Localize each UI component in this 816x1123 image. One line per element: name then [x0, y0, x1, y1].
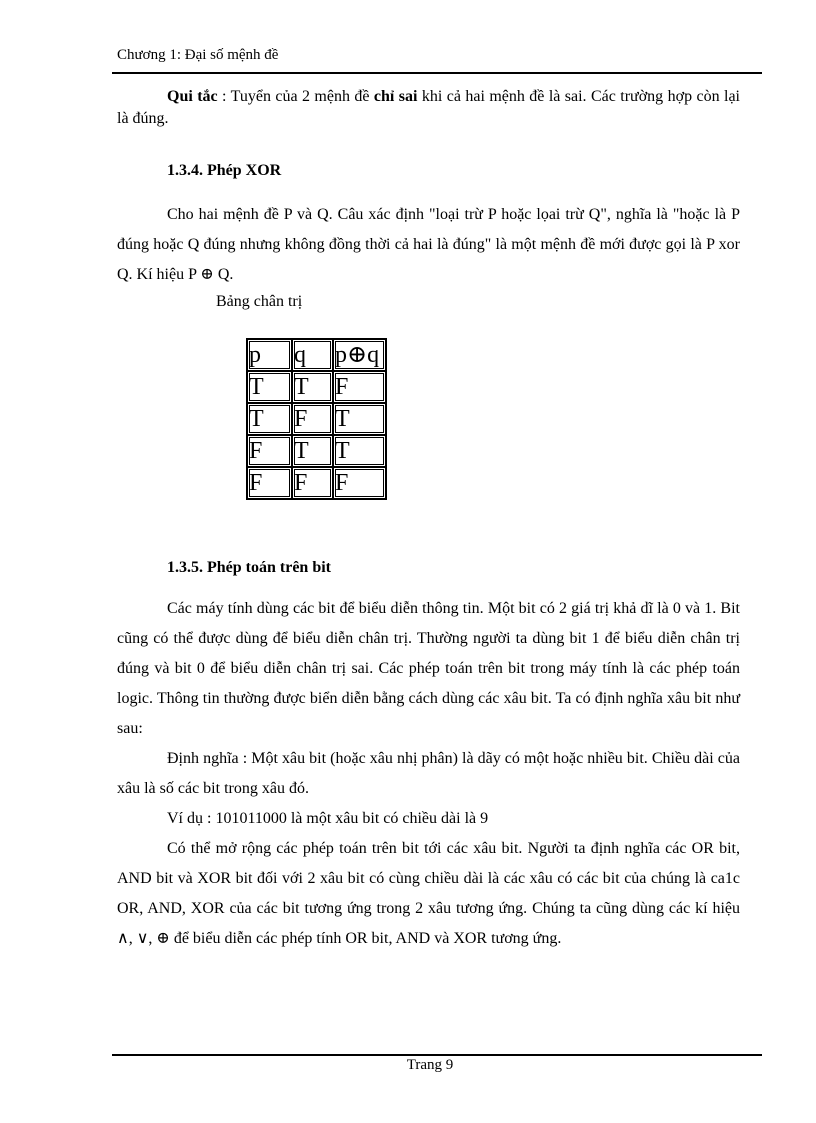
rule-text-2: khi cả hai mệnh đề là sai. Các trường hợp còn lại là đúng.	[117, 88, 740, 127]
table-cell: T	[333, 435, 386, 467]
table-cell: T	[292, 435, 333, 467]
rule-paragraph	[117, 86, 740, 130]
definition-paragraph: Định nghĩa : Một xâu bit (hoặc xâu nhị phân) là dãy có một hoặc nhiều bit. Chiều dài của xâu là số các bit trong xâu đó.	[117, 750, 740, 797]
table-cell: T	[247, 371, 292, 403]
bit-paragraph-2: Có thể mở rộng các phép toán trên bit tới các xâu bit. Người ta định nghĩa các OR bit, AND bit và XOR bit đối với 2 xâu bit có cùng chiều dài là các xâu có các bit của chúng là ca1c OR, AND, XOR của các bit tương ứng trong 2 xâu tương ứng. Chúng ta cũng dùng các kí hiệu ∧, ∨, ⊕ để biểu diễn các phép tính OR bit, AND và XOR tương ứng.	[117, 840, 740, 947]
table-cell: F	[292, 403, 333, 435]
rule-emphasis: chỉ sai	[373, 88, 418, 105]
table-row	[247, 467, 386, 499]
footer-rule	[112, 1054, 762, 1056]
section-heading-bit: 1.3.5. Phép toán trên bit	[167, 559, 331, 576]
chapter-header: Chương 1: Đại số mệnh đề	[117, 47, 279, 63]
xor-paragraph: Cho hai mệnh đề P và Q. Câu xác định "loại trừ P hoặc lọai trừ Q", nghĩa là "hoặc là P đúng hoặc Q đúng nhưng không đồng thời cả hai là đúng" là một mệnh đề mới được gọi là P xor Q. Kí hiệu P ⊕ Q.	[117, 206, 740, 283]
bit-paragraph-1: Các máy tính dùng các bit để biểu diễn thông tin. Một bit có 2 giá trị khả dĩ là 0 và 1. Bit cũng có thể được dùng để biểu diễn chân trị. Thường người ta dùng bit 1 để biểu diễn chân trị đúng và bit 0 để biểu diễn chân trị sai. Các phép toán trên bit trong máy tính là các phép toán logic. Thông tin thường được biển diễn bằng cách dùng các xâu bit. Ta có định nghĩa xâu bit như sau:	[117, 600, 740, 737]
table-header-cell: p⊕q	[333, 339, 386, 371]
page-number: Trang 9	[406, 1057, 454, 1073]
table-cell: F	[333, 371, 386, 403]
table-caption: Bảng chân trị	[216, 293, 303, 310]
example-paragraph: Ví dụ : 101011000 là một xâu bit có chiều dài là 9	[167, 810, 489, 827]
table-header-cell: p	[247, 339, 292, 371]
section-heading-xor: 1.3.4. Phép XOR	[167, 162, 282, 179]
header-rule	[112, 72, 762, 74]
truth-table	[246, 338, 387, 500]
table-header-row	[247, 339, 386, 371]
rule-text-1: : Tuyển của 2 mệnh đề	[217, 88, 374, 105]
table-row	[247, 403, 386, 435]
table-header-cell: q	[292, 339, 333, 371]
table-cell: T	[333, 403, 386, 435]
table-cell: F	[247, 435, 292, 467]
table-cell: F	[333, 467, 386, 499]
rule-label: Qui tắc	[167, 88, 218, 105]
table-cell: F	[247, 467, 292, 499]
table-row	[247, 371, 386, 403]
table-cell: T	[247, 403, 292, 435]
table-cell: F	[292, 467, 333, 499]
table-row	[247, 435, 386, 467]
table-cell: T	[292, 371, 333, 403]
